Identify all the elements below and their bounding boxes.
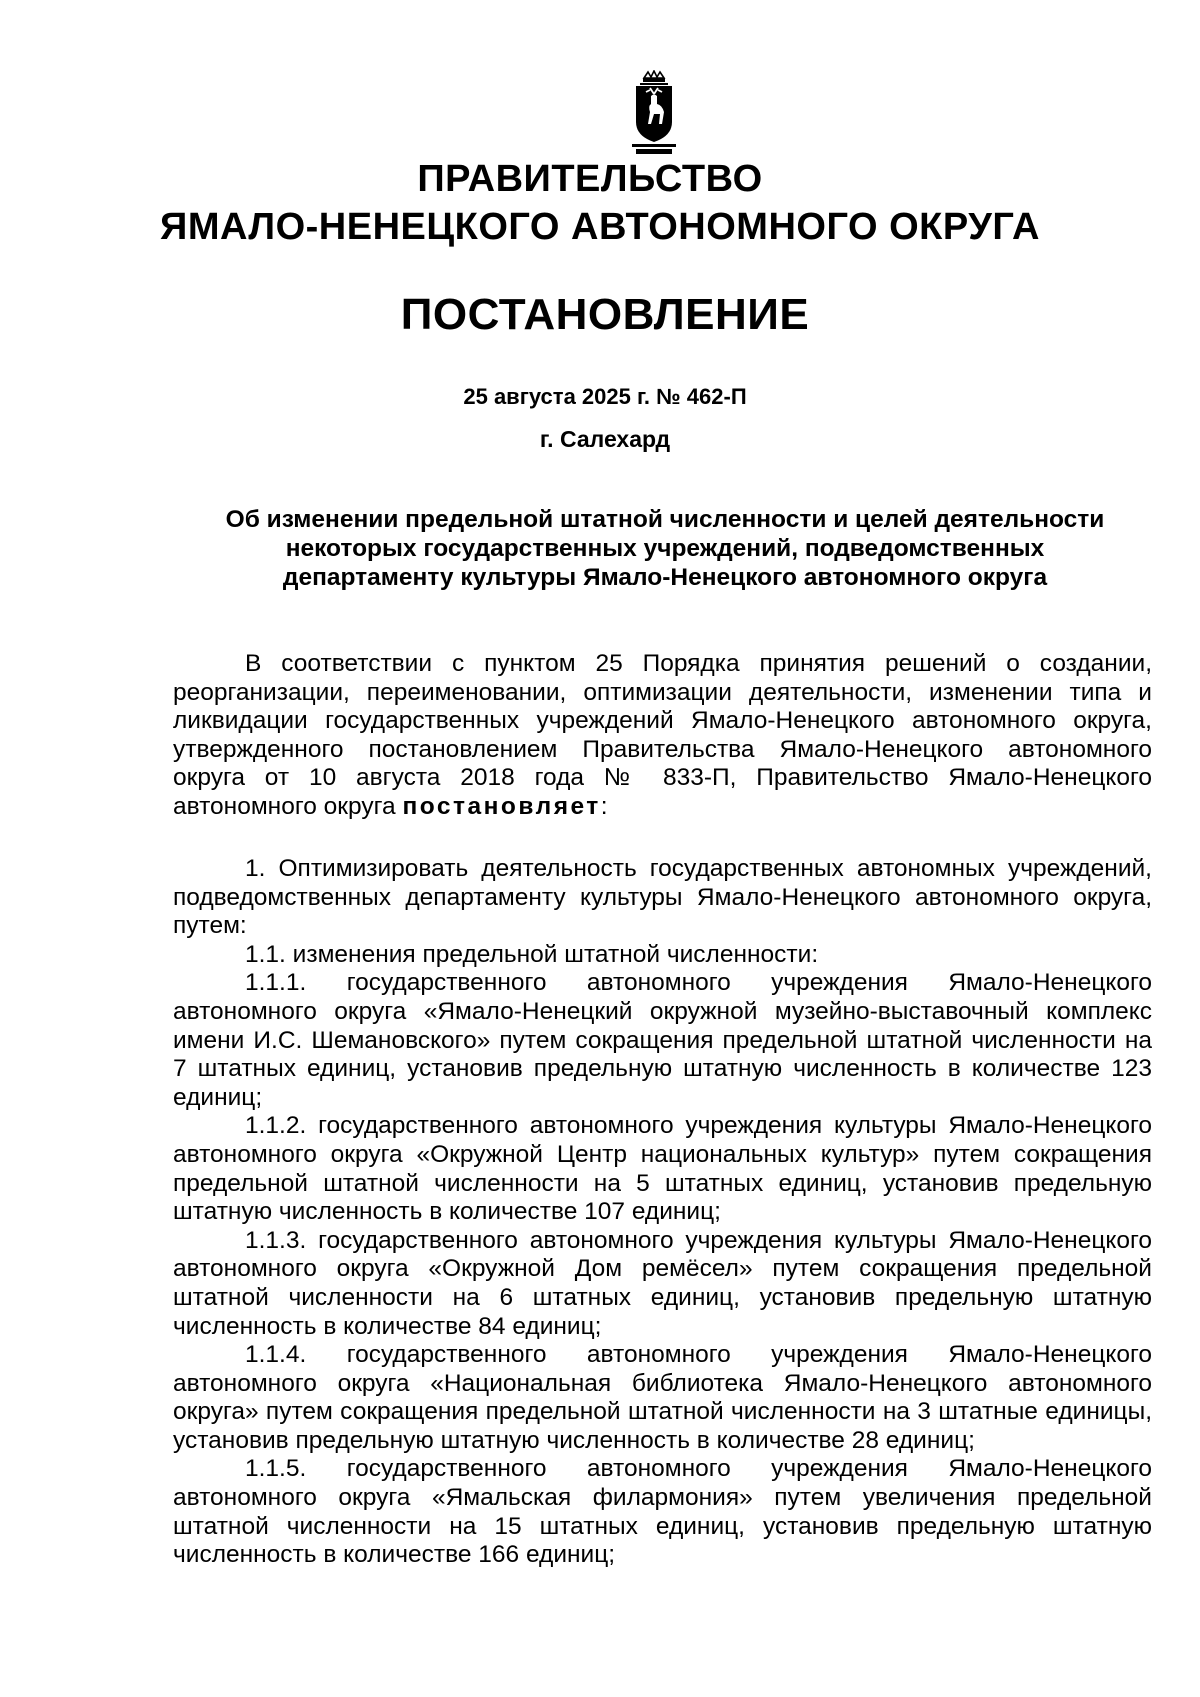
- list-item: 1.1.3. государственного автономного учреждения культуры Ямало-Ненецкого автономного округа «Окружной Дом ремёсел» путем сокращения предельной штатной численности на 6 штатных единиц, установив предельную штатную численность в количестве 84 единиц;: [173, 1226, 1152, 1340]
- subject-line: департаменту культуры Ямало-Ненецкого автономного округа: [282, 564, 1048, 591]
- list-item: 1.1.2. государственного автономного учреждения культуры Ямало-Ненецкого автономного округа «Окружной Центр национальных культур» путем сокращения предельной штатной численности на 5 штатных единиц, установив предельную штатную численность в количестве 107 единиц;: [173, 1112, 1152, 1226]
- yamal-coat-of-arms-icon: [624, 70, 684, 156]
- subject-line: некоторых государственных учреждений, подведомственных: [285, 535, 1045, 562]
- preamble-emphasis: постановляет: [402, 792, 601, 820]
- org-name-line2: ЯМАЛО-НЕНЕЦКОГО АВТОНОМНОГО ОКРУГА: [160, 206, 1040, 248]
- list-item: 1. Оптимизировать деятельность государственных автономных учреждений, подведомственных департаменту культуры Ямало-Ненецкого автономного округа, путем:: [173, 855, 1152, 940]
- org-name-line1: ПРАВИТЕЛЬСТВО: [417, 158, 763, 200]
- list-item: 1.1. изменения предельной штатной численности:: [245, 940, 819, 968]
- preamble-paragraph: [173, 650, 1152, 822]
- list-item: 1.1.1. государственного автономного учреждения Ямало-Ненецкого автономного округа «Ямало-Ненецкий окружной музейно-выставочный комплекс имени И.С. Шемановского» путем сокращения предельной штатной численности на 7 штатных единиц, установив предельную штатную численность в количестве 123 единиц;: [173, 969, 1152, 1111]
- document-city: г. Салехард: [539, 426, 671, 452]
- document-date-number: 25 августа 2025 г. № 462-П: [463, 384, 747, 409]
- list-item: 1.1.4. государственного автономного учреждения Ямало-Ненецкого автономного округа «Национальная библиотека Ямало-Ненецкого автономного округа» путем сокращения предельной штатной численности на 3 штатные единицы, установив предельную штатную численность в количестве 28 единиц;: [173, 1341, 1152, 1454]
- document-type-title: ПОСТАНОВЛЕНИЕ: [400, 290, 810, 339]
- subject-line: Об изменении предельной штатной численности и целей деятельности: [225, 506, 1105, 533]
- document-subject: [185, 505, 1145, 592]
- resolution-items: [173, 855, 1152, 1570]
- list-item: 1.1.5. государственного автономного учреждения Ямало-Ненецкого автономного округа «Ямальская филармония» путем увеличения предельной штатной численности на 15 штатных единиц, установив предельную штатную численность в количестве 166 единиц;: [173, 1455, 1152, 1569]
- preamble-end: :: [600, 792, 608, 820]
- preamble-text: В соответствии с пунктом 25 Порядка принятия решений о создании, реорганизации, переименовании, оптимизации деятельности, изменении типа и ликвидации государственных учреждений Ямало-Ненецкого автономного округа, утвержденного постановлением Правительства Ямало-Ненецкого автономного округа от 10 августа 2018 года № 833-П, Правительство Ямало-Ненецкого автономного округа: [173, 650, 1152, 820]
